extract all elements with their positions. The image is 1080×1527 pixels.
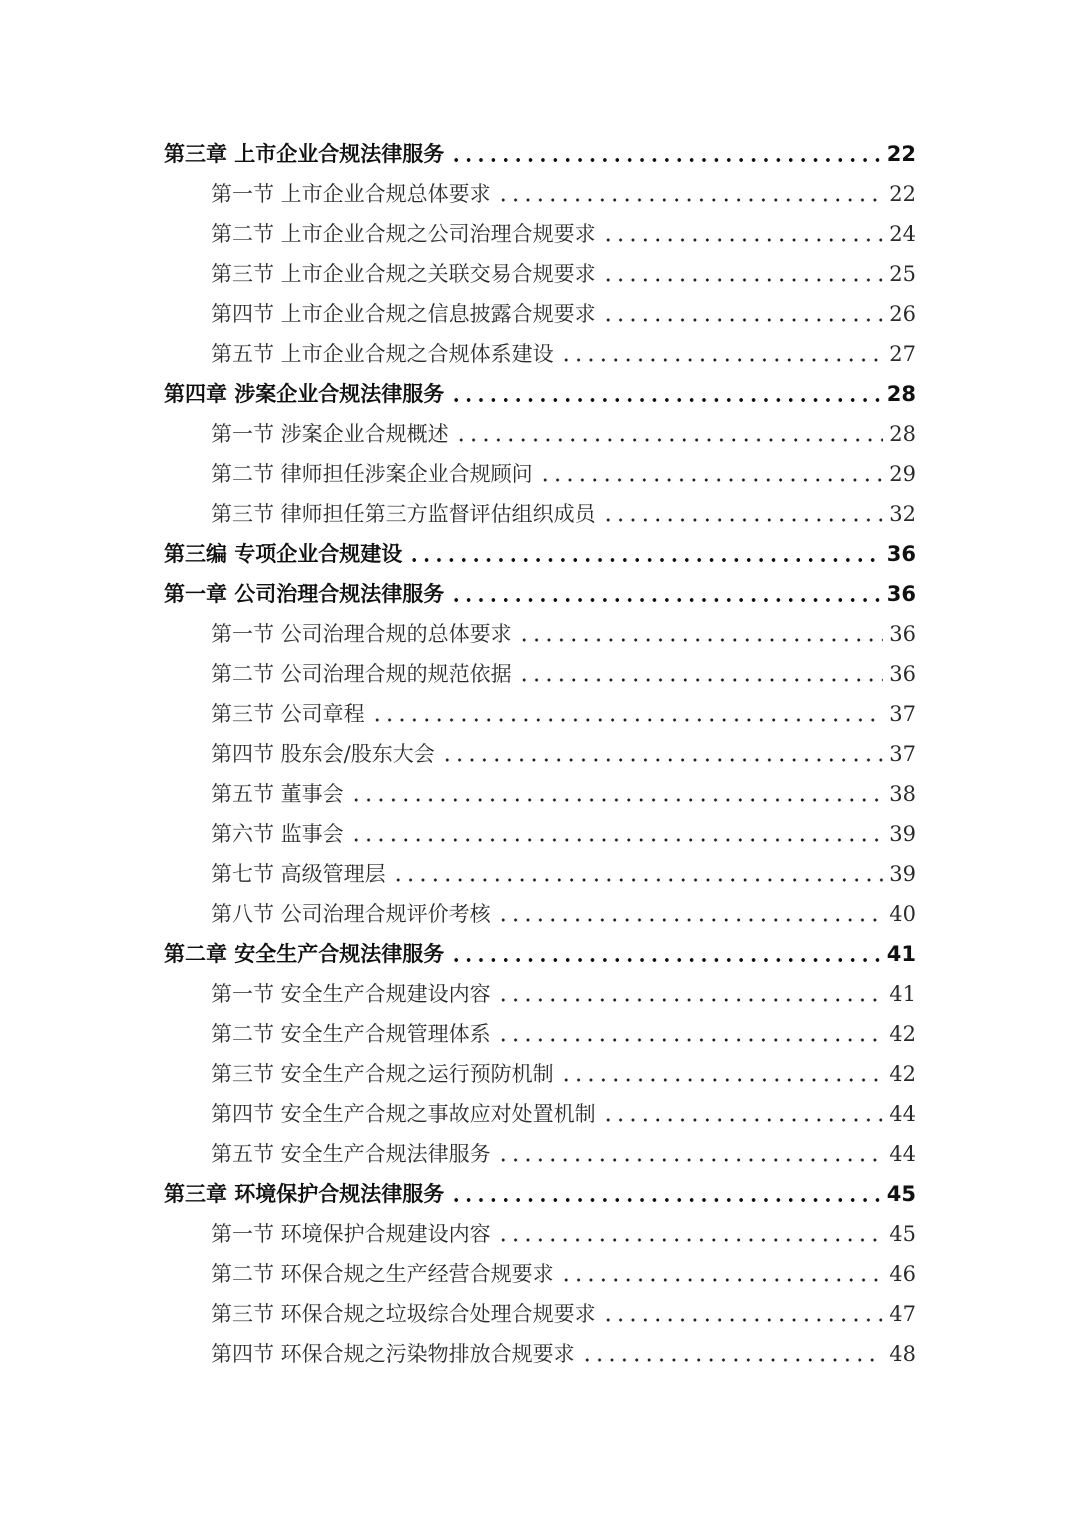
- toc-page-number: 22: [886, 142, 916, 166]
- toc-page-number: 32: [889, 502, 916, 526]
- dot-leader: [602, 277, 884, 283]
- toc-page-number: 36: [886, 542, 916, 566]
- toc-entry-title: 第二节 安全生产合规管理体系: [211, 1022, 491, 1046]
- toc-chapter-entry[interactable]: [164, 534, 916, 574]
- dot-leader: [518, 677, 884, 683]
- toc-section-entry[interactable]: [164, 1294, 916, 1334]
- toc-page-number: 36: [886, 582, 916, 606]
- dot-leader: [408, 557, 880, 563]
- toc-page-number: 44: [889, 1142, 916, 1166]
- dot-leader: [497, 1157, 884, 1163]
- toc-entry-title: 第八节 公司治理合规评价考核: [211, 902, 491, 926]
- toc-page-number: 41: [889, 982, 916, 1006]
- dot-leader: [602, 1317, 884, 1323]
- toc-entry-title: 第五节 上市企业合规之合规体系建设: [211, 342, 554, 366]
- dot-leader: [497, 917, 884, 923]
- dot-leader: [350, 837, 884, 843]
- toc-entry-title: 第三节 上市企业合规之关联交易合规要求: [211, 262, 596, 286]
- toc-section-entry[interactable]: [164, 1214, 916, 1254]
- dot-leader: [560, 1077, 884, 1083]
- toc-page-number: 38: [889, 782, 916, 806]
- dot-leader: [602, 237, 884, 243]
- dot-leader: [450, 157, 880, 163]
- toc-page-number: 26: [889, 302, 916, 326]
- toc-page-number: 28: [889, 422, 916, 446]
- toc-section-entry[interactable]: [164, 654, 916, 694]
- toc-entry-title: 第三节 安全生产合规之运行预防机制: [211, 1062, 554, 1086]
- toc-section-entry[interactable]: [164, 1094, 916, 1134]
- toc-section-entry[interactable]: [164, 494, 916, 534]
- toc-entry-title: 第四章 涉案企业合规法律服务: [164, 382, 445, 406]
- dot-leader: [497, 1237, 884, 1243]
- toc-page-number: 45: [886, 1182, 916, 1206]
- toc-entry-title: 第一节 安全生产合规建设内容: [211, 982, 491, 1006]
- toc-chapter-entry[interactable]: [164, 1174, 916, 1214]
- dot-leader: [560, 1277, 884, 1283]
- table-of-contents: [164, 134, 916, 1374]
- toc-entry-title: 第二节 环保合规之生产经营合规要求: [211, 1262, 554, 1286]
- toc-entry-title: 第三编 专项企业合规建设: [164, 542, 403, 566]
- toc-section-entry[interactable]: [164, 214, 916, 254]
- toc-entry-title: 第三章 环境保护合规法律服务: [164, 1182, 445, 1206]
- dot-leader: [450, 957, 880, 963]
- toc-section-entry[interactable]: [164, 1134, 916, 1174]
- toc-page-number: 39: [889, 822, 916, 846]
- toc-entry-title: 第一节 涉案企业合规概述: [211, 422, 449, 446]
- toc-section-entry[interactable]: [164, 414, 916, 454]
- toc-section-entry[interactable]: [164, 294, 916, 334]
- toc-section-entry[interactable]: [164, 1334, 916, 1374]
- toc-chapter-entry[interactable]: [164, 934, 916, 974]
- toc-entry-title: 第三章 上市企业合规法律服务: [164, 142, 445, 166]
- toc-section-entry[interactable]: [164, 334, 916, 374]
- toc-section-entry[interactable]: [164, 614, 916, 654]
- toc-chapter-entry[interactable]: [164, 134, 916, 174]
- toc-page-number: 42: [889, 1022, 916, 1046]
- toc-page-number: 42: [889, 1062, 916, 1086]
- toc-page-number: 46: [889, 1262, 916, 1286]
- toc-entry-title: 第二节 律师担任涉案企业合规顾问: [211, 462, 533, 486]
- toc-entry-title: 第一节 上市企业合规总体要求: [211, 182, 491, 206]
- toc-page-number: 41: [886, 942, 916, 966]
- toc-entry-title: 第四节 上市企业合规之信息披露合规要求: [211, 302, 596, 326]
- toc-page-number: 44: [889, 1102, 916, 1126]
- dot-leader: [602, 517, 884, 523]
- toc-page-number: 24: [889, 222, 916, 246]
- toc-chapter-entry[interactable]: [164, 374, 916, 414]
- toc-entry-title: 第六节 监事会: [211, 822, 344, 846]
- toc-page-number: 28: [886, 382, 916, 406]
- toc-page-number: 36: [889, 622, 916, 646]
- toc-section-entry[interactable]: [164, 174, 916, 214]
- toc-page-number: 37: [889, 702, 916, 726]
- dot-leader: [450, 597, 880, 603]
- toc-entry-title: 第五节 安全生产合规法律服务: [211, 1142, 491, 1166]
- toc-page-number: 29: [889, 462, 916, 486]
- dot-leader: [441, 757, 884, 763]
- toc-page-number: 27: [889, 342, 916, 366]
- toc-entry-title: 第五节 董事会: [211, 782, 344, 806]
- toc-entry-title: 第三节 公司章程: [211, 702, 365, 726]
- toc-section-entry[interactable]: [164, 1054, 916, 1094]
- toc-entry-title: 第七节 高级管理层: [211, 862, 386, 886]
- dot-leader: [539, 477, 884, 483]
- toc-page-number: 25: [889, 262, 916, 286]
- toc-entry-title: 第二节 上市企业合规之公司治理合规要求: [211, 222, 596, 246]
- toc-section-entry[interactable]: [164, 694, 916, 734]
- dot-leader: [497, 997, 884, 1003]
- toc-entry-title: 第四节 安全生产合规之事故应对处置机制: [211, 1102, 596, 1126]
- toc-entry-title: 第三节 环保合规之垃圾综合处理合规要求: [211, 1302, 596, 1326]
- dot-leader: [350, 797, 884, 803]
- toc-page-number: 45: [889, 1222, 916, 1246]
- toc-section-entry[interactable]: [164, 814, 916, 854]
- toc-entry-title: 第三节 律师担任第三方监督评估组织成员: [211, 502, 596, 526]
- toc-page-number: 39: [889, 862, 916, 886]
- toc-page-number: 37: [889, 742, 916, 766]
- toc-page-number: 22: [889, 182, 916, 206]
- toc-section-entry[interactable]: [164, 254, 916, 294]
- toc-entry-title: 第二章 安全生产合规法律服务: [164, 942, 445, 966]
- dot-leader: [497, 197, 884, 203]
- toc-section-entry[interactable]: [164, 774, 916, 814]
- toc-entry-title: 第一节 环境保护合规建设内容: [211, 1222, 491, 1246]
- toc-chapter-entry[interactable]: [164, 574, 916, 614]
- dot-leader: [455, 437, 884, 443]
- toc-page-number: 47: [889, 1302, 916, 1326]
- dot-leader: [602, 317, 884, 323]
- toc-section-entry[interactable]: [164, 854, 916, 894]
- dot-leader: [497, 1037, 884, 1043]
- toc-page-number: 40: [889, 902, 916, 926]
- toc-section-entry[interactable]: [164, 974, 916, 1014]
- toc-entry-title: 第二节 公司治理合规的规范依据: [211, 662, 512, 686]
- toc-entry-title: 第四节 股东会/股东大会: [211, 742, 435, 766]
- toc-entry-title: 第一节 公司治理合规的总体要求: [211, 622, 512, 646]
- toc-entry-title: 第一章 公司治理合规法律服务: [164, 582, 445, 606]
- dot-leader: [581, 1357, 884, 1363]
- toc-section-entry[interactable]: [164, 1014, 916, 1054]
- dot-leader: [450, 397, 880, 403]
- dot-leader: [450, 1197, 880, 1203]
- dot-leader: [560, 357, 884, 363]
- dot-leader: [518, 637, 884, 643]
- toc-page-number: 36: [889, 662, 916, 686]
- dot-leader: [371, 717, 884, 723]
- toc-section-entry[interactable]: [164, 1254, 916, 1294]
- dot-leader: [392, 877, 884, 883]
- toc-page-number: 48: [889, 1342, 916, 1366]
- toc-section-entry[interactable]: [164, 454, 916, 494]
- toc-section-entry[interactable]: [164, 894, 916, 934]
- toc-entry-title: 第四节 环保合规之污染物排放合规要求: [211, 1342, 575, 1366]
- dot-leader: [602, 1117, 884, 1123]
- toc-section-entry[interactable]: [164, 734, 916, 774]
